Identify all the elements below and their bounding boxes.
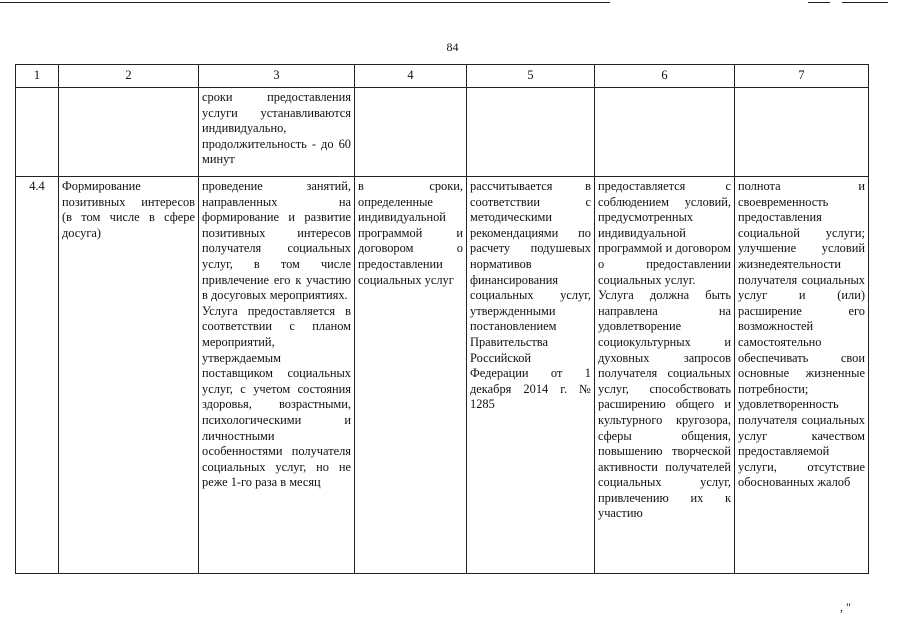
conditions-paragraph: Услуга должна быть направлена на удовлетворение социокультурных и духовных запросов получателя социальных услуг, способствовать расширению общего и культурного кругозора, сферы общения, повышению творческой активности получателей социальных услуг, привлечению их к участию xyxy=(598,288,731,521)
service-conditions-cell xyxy=(595,177,735,574)
conditions-paragraph: предоставляется с соблюдением условий, предусмотренных индивидуальной программой и договором о предоставлении социальных услуг. xyxy=(598,179,731,287)
header-cell: 2 xyxy=(59,65,199,88)
table-cell xyxy=(735,88,869,177)
header-cell: 7 xyxy=(735,65,869,88)
header-cell: 1 xyxy=(16,65,59,88)
service-cost-cell: рассчитывается в соответствии с методическими рекомендациями по расчету подушевых нормативов финансирования социальных услуг, утвержденными постановлением Правительства Российской Федерации от 1 декабря 2014 г. № 1285 xyxy=(467,177,595,574)
description-paragraph: Услуга предоставляется в соответствии с планом мероприятий, утверждаемым поставщиком социальных услуг, с учетом состояния здоровья, возрастными, психологическими и личностными особенностями получателя социальных услуг, но не реже 1-го раза в месяц xyxy=(202,303,351,490)
description-paragraph: проведение занятий, направленных на формирование и развитие позитивных интересов получателя социальных услуг, в том числе привлечение его к участию в досуговых мероприятиях. xyxy=(202,179,351,303)
table-header-row xyxy=(16,65,869,88)
services-table xyxy=(15,64,869,574)
table-cell xyxy=(355,88,467,177)
top-dash xyxy=(842,2,888,3)
table-cell xyxy=(467,88,595,177)
service-name-cell: Формирование позитивных интересов (в том числе в сфере досуга) xyxy=(59,177,199,574)
table-row xyxy=(16,88,869,177)
service-description-cell xyxy=(199,177,355,574)
service-timing-cell: сроки предоставления услуги устанавливаются индивидуально, продолжительность - до 60 минут xyxy=(199,88,355,177)
top-rule xyxy=(0,2,610,3)
header-cell: 3 xyxy=(199,65,355,88)
page-number: 84 xyxy=(446,40,459,54)
table-row xyxy=(16,177,869,574)
top-dash xyxy=(808,2,830,3)
row-number-cell: 4.4 xyxy=(16,177,59,574)
header-cell: 4 xyxy=(355,65,467,88)
margin-marks: , " xyxy=(840,600,851,614)
service-terms-cell: в сроки, определенные индивидуальной программой и договором о предоставлении социальных услуг xyxy=(355,177,467,574)
header-cell: 5 xyxy=(467,65,595,88)
service-quality-cell: полнота и своевременность предоставления социальной услуги; улучшение условий жизнедеятельности получателя социальных услуг и (или) расширение его возможностей самостоятельно обеспечивать свои основные жизненные потребности; удовлетворенность получателя социальных услуг качеством предоставляемой услуги, отсутствие обоснованных жалоб xyxy=(735,177,869,574)
header-cell: 6 xyxy=(595,65,735,88)
table-cell xyxy=(595,88,735,177)
table-cell xyxy=(59,88,199,177)
table-cell xyxy=(16,88,59,177)
